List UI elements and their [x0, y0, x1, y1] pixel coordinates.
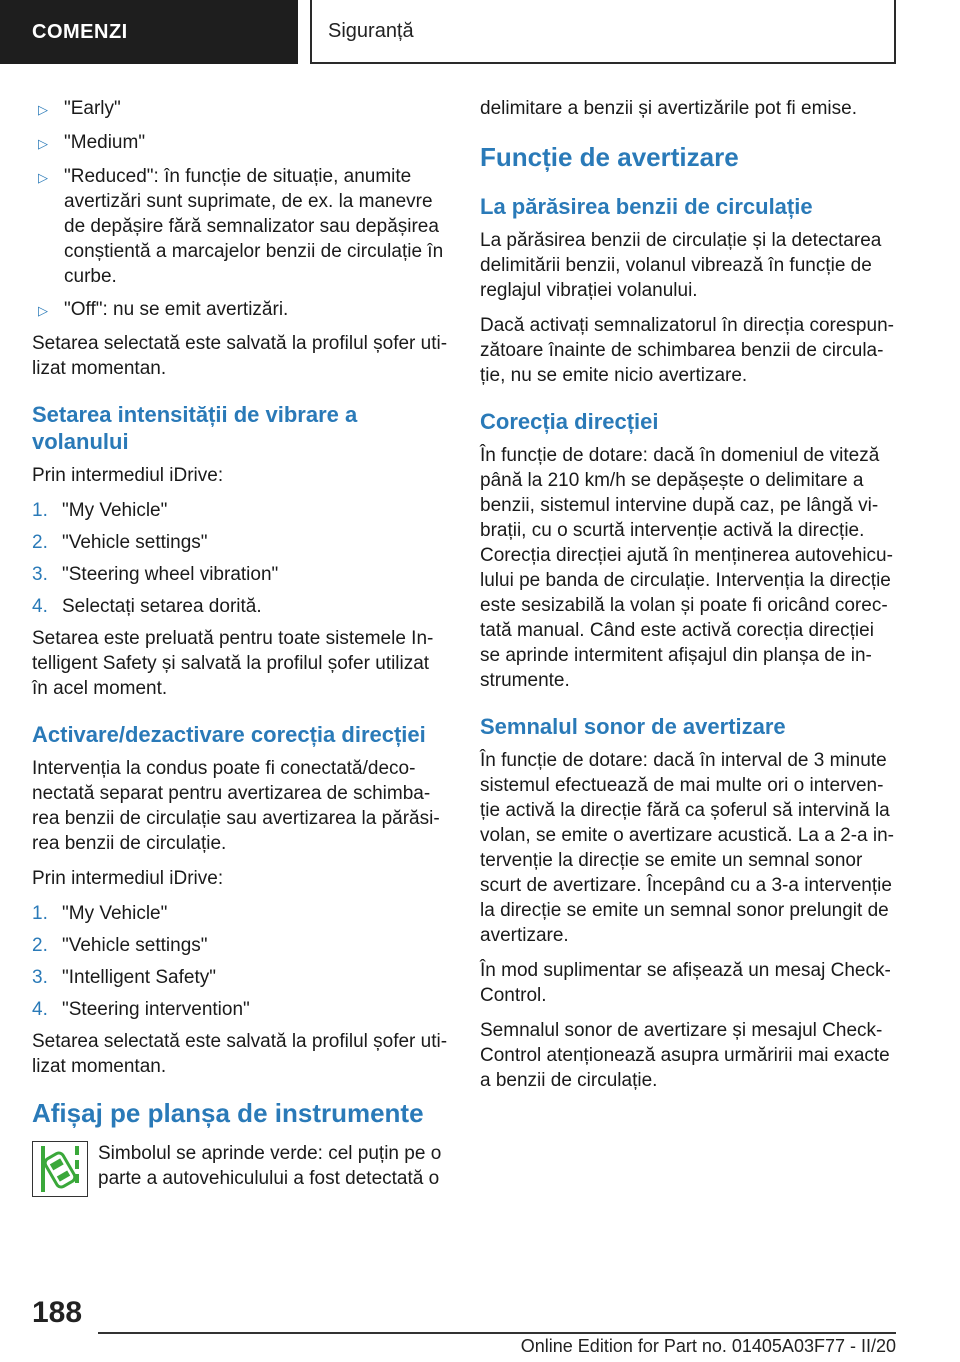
chapter-tab: [310, 0, 896, 64]
step-text: Selectați setarea dorită.: [62, 596, 262, 617]
triangle-right-icon: ▷: [38, 136, 48, 151]
paragraph: Prin intermediul iDrive:: [32, 868, 224, 889]
heading-activation: Activare/dezactivare corecția direcției: [32, 722, 426, 747]
step-item: [32, 530, 448, 555]
step-text: "My Vehicle": [62, 500, 168, 521]
paragraph: Semnalul sonor de avertizare și mesajul Check-Control atenționează asupra urmăririi mai exacte a benzii de circulație.: [480, 1020, 890, 1091]
list-item-text: "Reduced": în funcție de situație, anumite avertizări sunt suprimate, de ex. la manevre de depășire fără semnalizator sau depășirea conștientă a marcajelor benzii de circulație în curbe.: [64, 166, 444, 287]
list-item: [32, 297, 448, 323]
step-number: 4.: [32, 596, 48, 617]
paragraph: Intervenția la condus poate fi conectată/deconectată separat pentru avertizarea de schimbarea benzii de circulație sau avertizarea la părăsirea benzii de circulație.: [32, 758, 440, 854]
paragraph: În funcție de dotare: dacă în interval de 3 minute sistemul efectuează de mai multe ori o intervenție activă la direcție fără ca șoferul să intervină la volan, se emite o avertizare acustică. La a 2-a intervenție la direcție se emite un semnal sonor scurt de avertizare. Începând cu a 3-a intervenție la direcție se emite un semnal sonor prelungit de avertizare.: [480, 750, 894, 946]
paragraph: La părăsirea benzii de circulație și la detectarea delimitării benzii, volanul vibrează în funcție de reglajul vibrației volanului.: [480, 230, 882, 301]
triangle-right-icon: ▷: [38, 170, 48, 185]
paragraph: Setarea este preluată pentru toate sistemele Intelligent Safety și salvată la profilul șofer utilizat în acel moment.: [32, 628, 434, 699]
step-item: [32, 901, 448, 926]
paragraph: Setarea selectată este salvată la profilul șofer utilizat momentan.: [32, 333, 448, 379]
page-number: 188: [32, 1296, 83, 1329]
icon-paragraph: [32, 1141, 448, 1197]
section-title: COMENZI: [32, 20, 128, 43]
step-number: 2.: [32, 935, 48, 956]
step-number: 3.: [32, 967, 48, 988]
step-text: "Steering intervention": [62, 999, 250, 1020]
triangle-right-icon: ▷: [38, 303, 48, 318]
footer-divider: [98, 1332, 896, 1334]
step-item: [32, 594, 448, 619]
step-number: 1.: [32, 500, 48, 521]
list-item: [32, 130, 448, 156]
lane-departure-icon: [32, 1141, 88, 1197]
list-item: [32, 96, 448, 122]
triangle-right-icon: ▷: [38, 102, 48, 117]
list-item-text: "Off": nu se emit avertizări.: [64, 299, 289, 320]
step-item: [32, 997, 448, 1022]
step-item: [32, 498, 448, 523]
paragraph: În mod suplimentar se afișează un mesaj Check-Control.: [480, 960, 891, 1006]
step-number: 4.: [32, 999, 48, 1020]
paragraph: Prin intermediul iDrive:: [32, 465, 224, 486]
step-text: "Steering wheel vibration": [62, 564, 279, 585]
heading-leaving-lane: La părăsirea benzii de circulație: [480, 194, 813, 219]
chapter-title: Siguranță: [328, 19, 414, 42]
paragraph: Simbolul se aprinde verde: cel puțin pe o parte a autovehiculului a fost detectată o: [98, 1143, 442, 1189]
list-item-text: "Medium": [64, 132, 146, 153]
step-text: "Vehicle settings": [62, 935, 208, 956]
footer-edition: Online Edition for Part no. 01405A03F77 - II/20: [520, 1336, 896, 1356]
right-column: [480, 96, 896, 1103]
heading-signal: Semnalul sonor de avertizare: [480, 714, 786, 739]
heading-correction: Corecția direcției: [480, 409, 659, 434]
paragraph: Setarea selectată este salvată la profilul șofer utilizat momentan.: [32, 1031, 448, 1077]
step-text: "My Vehicle": [62, 903, 168, 924]
step-item: [32, 562, 448, 587]
heading-function: Funcție de avertizare: [480, 142, 739, 172]
step-number: 3.: [32, 564, 48, 585]
step-item: [32, 965, 448, 990]
step-item: [32, 933, 448, 958]
left-column: [32, 96, 448, 1197]
paragraph: În funcție de dotare: dacă în domeniul de viteză până la 210 km/h se depășește o delimitare a benzii, sistemul intervine după caz, pe lângă vibrații, cu o scurtă intervenție activă la direcție. Corecția direcției ajută în menținerea autovehiculului pe banda de circulație. Intervenția la direcție este sesizabilă la volan și poate fi oricând corectată manual. Când este activă corecția direcției se aprinde intermitent afișajul din planșa de instrumente.: [480, 445, 893, 691]
heading-display: Afișaj pe planșa de instrumente: [32, 1098, 424, 1128]
heading-vibration: Setarea intensității de vibrare a volanului: [32, 402, 358, 454]
step-number: 2.: [32, 532, 48, 553]
list-item-text: "Early": [64, 98, 121, 119]
list-item: [32, 164, 448, 289]
step-number: 1.: [32, 903, 48, 924]
step-text: "Intelligent Safety": [62, 967, 216, 988]
section-tab: [0, 0, 298, 64]
paragraph: delimitare a benzii și avertizările pot fi emise.: [480, 98, 857, 119]
step-text: "Vehicle settings": [62, 532, 208, 553]
paragraph: Dacă activați semnalizatorul în direcția corespunzătoare înainte de schimbarea benzii de circulație, nu se emite nicio avertizare.: [480, 315, 894, 386]
